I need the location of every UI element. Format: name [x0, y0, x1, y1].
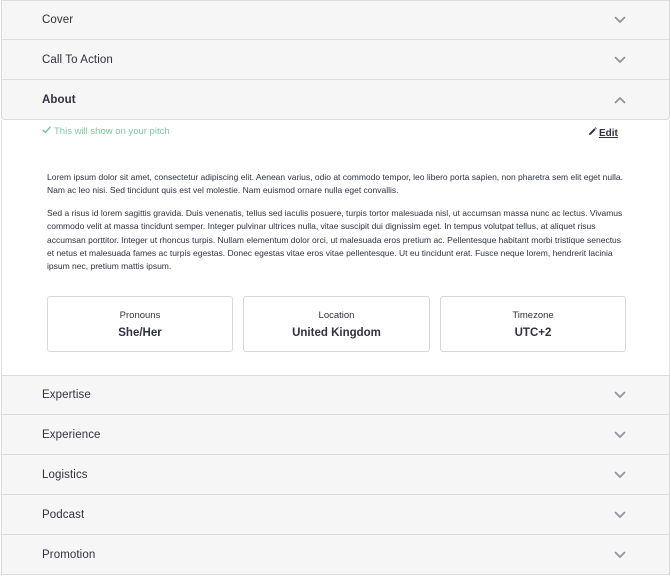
section-title-promotion: Promotion	[42, 548, 96, 561]
section-header-promotion[interactable]	[1, 535, 670, 575]
section-header-logistics[interactable]	[1, 455, 670, 495]
about-paragraph-2: Sed a risus id lorem sagittis gravida. Duis venenatis, tellus sed iaculis posuere, turpis tortor malesuada nisl, ut accumsan massa nunc ac lectus. Vivamus commodo velit at massa tincidunt semper. Integer pulvinar ultrices nulla, vitae suscipit dui dignissim eget. In tempus volutpat tellus, at aliquet risus accumsan porttitor. Integer ut rhoncus turpis. Nullam elementum dolor orci, ut malesuada eros pretium ac. Pellentesque habitant morbi tristique senectus et netus et malesuada fames ac turpis egestas. Donec egestas vitae eros vitae pellentesque. Ut eu tincidunt erat. Fusce neque lorem, hendrerit lacinia ipsum nec, pretium mattis ipsum.	[47, 208, 623, 272]
timezone-label: Timezone	[512, 309, 554, 321]
section-header-call-to-action[interactable]	[1, 40, 670, 80]
pronouns-label: Pronouns	[119, 309, 161, 321]
pronouns-card	[47, 296, 233, 352]
edit-label: Edit	[599, 127, 618, 139]
accordion-top	[1, 0, 670, 120]
section-title-logistics: Logistics	[42, 468, 88, 481]
timezone-value: UTC+2	[514, 326, 552, 339]
chevron-down-icon[interactable]	[614, 54, 626, 66]
pitch-note-text: This will show on your pitch	[54, 126, 170, 137]
timezone-card	[440, 296, 626, 352]
edit-button[interactable]	[588, 127, 618, 139]
pitch-note	[42, 126, 170, 137]
section-header-experience[interactable]	[1, 415, 670, 455]
section-title-call-to-action: Call To Action	[42, 53, 113, 66]
location-card	[243, 296, 430, 352]
pronouns-value: She/Her	[118, 326, 162, 339]
chevron-down-icon[interactable]	[614, 429, 626, 441]
chevron-up-icon[interactable]	[614, 94, 626, 106]
section-header-cover[interactable]	[1, 0, 670, 40]
location-label: Location	[318, 309, 355, 321]
pencil-icon	[588, 127, 597, 139]
section-header-about[interactable]	[1, 80, 670, 120]
section-title-cover: Cover	[42, 14, 74, 26]
location-value: United Kingdom	[292, 326, 381, 339]
chevron-down-icon[interactable]	[614, 509, 626, 521]
chevron-down-icon[interactable]	[614, 549, 626, 561]
chevron-down-icon[interactable]	[614, 469, 626, 481]
about-panel	[1, 120, 670, 375]
check-icon	[42, 126, 51, 137]
section-title-expertise: Expertise	[42, 389, 91, 401]
chevron-down-icon[interactable]	[614, 389, 626, 401]
about-paragraph-1: Lorem ipsum dolor sit amet, consectetur adipiscing elit. Aenean varius, odio at commodo tempor, leo libero porta sapien, non pharetra sem elit eget nulla. Nam ac leo nisi. Sed tincidunt quis est vel molestie. Nam euismod ornare nulla eget convallis.	[47, 172, 623, 196]
section-title-about: About	[42, 93, 76, 106]
section-title-experience: Experience	[42, 428, 101, 441]
section-title-podcast: Podcast	[42, 508, 85, 521]
chevron-down-icon[interactable]	[614, 14, 626, 26]
accordion-bottom	[1, 375, 670, 575]
section-header-podcast[interactable]	[1, 495, 670, 535]
section-header-expertise[interactable]	[1, 375, 670, 415]
